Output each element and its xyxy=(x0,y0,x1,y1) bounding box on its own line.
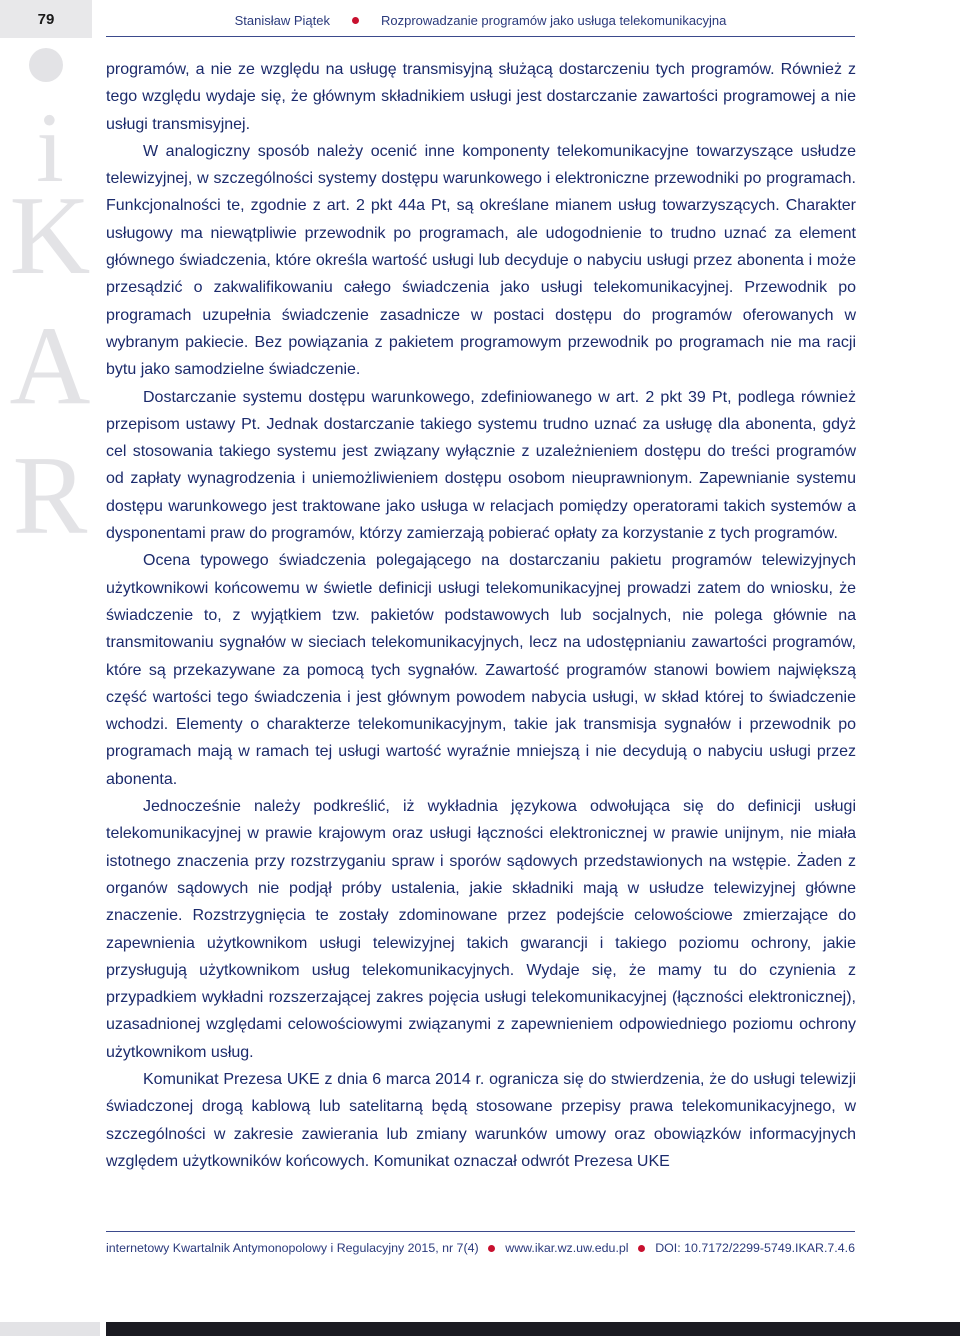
body-text xyxy=(106,56,856,1175)
footer-url[interactable]: www.ikar.wz.uw.edu.pl xyxy=(505,1241,629,1255)
header-author: Stanisław Piątek xyxy=(234,12,330,28)
header-separator-dot xyxy=(352,17,359,24)
header-rule xyxy=(106,36,855,37)
running-footer xyxy=(106,1239,855,1257)
page-number-badge xyxy=(0,0,92,38)
logo-dot xyxy=(29,48,63,82)
logo-letter-r: R xyxy=(12,434,88,558)
logo-letter-k: K xyxy=(9,174,91,298)
paragraph: Jednocześnie należy podkreślić, iż wykładnia językowa odwołująca się do definicji usługi telekomunikacyjnej w prawie krajowym oraz usługi łączności elektronicznej w prawie unijnym, nie miała istotnego znaczenia przy rozstrzyganiu spraw i sporów sądowych przedstawionych na wstępie. Żaden z organów sądowych nie podjął próby ustalenia, jakie składniki mają w usłudze telewizyjnej główne znaczenie. Rozstrzygnięcia te zostały zdominowane przez podejście celowościowe zmierzające do zapewnienia użytkownikom usługi telewizyjnej takich gwarancji i takiego poziomu ochrony, jakie przysługują użytkownikom usług telekomunikacyjnych. Wydaje się, że mamy tu do czynienia z przypadkiem wykładni rozszerzającej zakres pojęcia usługi telekomunikacyjnej (łączności elektronicznej), uzasadnionej względami celowościowymi związanymi z zapewnieniem odpowiedniego poziomu ochrony użytkownikom usług. xyxy=(106,798,856,1061)
bottom-bar-left xyxy=(0,1322,100,1336)
footer-separator-dot xyxy=(638,1245,645,1252)
footer-doi[interactable]: DOI: 10.7172/2299-5749.IKAR.7.4.6 xyxy=(655,1241,855,1255)
logo-letter-a: A xyxy=(9,304,91,428)
paragraph: Komunikat Prezesa UKE z dnia 6 marca 2014 r. ogranicza się do stwierdzenia, że do usługi telewizji świadczonej drogą kablową lub satelitarną będą stosowane przepisy prawa telekomunikacyjnego, w szczególności w zakresie zawierania lub zmiany warunków umowy oraz obowiązków informacyjnych względem użytkowników końcowych. Komunikat oznaczał odwrót Prezesa UKE xyxy=(106,1070,856,1170)
paragraph: programów, a nie ze względu na usługę transmisyjną służącą dostarczeniu tych programów. Również z tego względu wydaje się, że głównym składnikiem usługi jest dostarczanie zawartości programowej a nie usługi transmisyjnej. xyxy=(106,61,856,133)
bottom-bar xyxy=(106,1322,960,1336)
ikar-side-logo xyxy=(0,40,100,558)
logo-letter-i: i xyxy=(36,92,64,203)
paragraph: Ocena typowego świadczenia polegającego na dostarczaniu pakietu programów telewizyjnych użytkownikowi końcowemu w świetle definicji usługi telekomunikacyjnej prowadzi zatem do wniosku, że świadczenie to, z wyjątkiem tzw. pakietów podstawowych lub socjalnych, nie polega głównie na transmitowaniu sygnałów w sieciach telekomunikacyjnych, lecz na udostępnianiu zawartości programów, które są przekazywane za pomocą tych sygnałów. Zawartość programów stanowi bowiem największą część wartości tego świadczenia i jest głównym powodem nabycia usługi, w skład której to świadczenie wchodzi. Elementy o charakterze telekomunikacyjnym, takie jak transmisja sygnałów i przewodnik po programach mają w ramach tej usługi wartość wyraźnie mniejszą i nie decydują o nabyciu usługi przez abonenta. xyxy=(106,552,856,788)
header-title: Rozprowadzanie programów jako usługa telekomunikacyjna xyxy=(380,12,727,28)
paragraph: Dostarczanie systemu dostępu warunkowego, zdefiniowanego w art. 2 pkt 39 Pt, podlega również przepisom ustawy Pt. Jednak dostarczanie takiego systemu trudno uznać za usługę dla abonenta, gdyż cel stosowania takiego systemu jest związany wyłącznie z uzależnieniem dostępu do treści programów od zapłaty wynagrodzenia i uniemożliwieniem dostępu osobom nieuprawnionym. Zapewnianie systemu dostępu warunkowego jest traktowane jako usługa w relacjach pomiędzy operatorami takich systemów a dysponentami praw do programów, którzy zamierzają pobierać opłaty za korzystanie z tych programów. xyxy=(106,388,856,543)
footer-separator-dot xyxy=(488,1245,495,1252)
running-header xyxy=(106,9,855,31)
footer-rule xyxy=(106,1231,855,1232)
paragraph: W analogiczny sposób należy ocenić inne komponenty telekomunikacyjne towarzyszące usłudze telewizyjnej, w szczególności systemy dostępu warunkowego i elektroniczne przewodniki po programach. Funkcjonalności te, zgodnie z art. 2 pkt 44a Pt, są określane mianem usług towarzyszących. Charakter usługowy ma niewątpliwie przewodnik po programach, ale udogodnienie to trudno uznać za element głównego świadczenia, które określa wartość usługi lub decyduje o nabyciu usługi przez abonenta i może przesądzić o zakwalifikowaniu całego świadczenia jako usługi telekomunikacyjnej. Przewodnik po programach uzupełnia świadczenie zasadnicze w postaci dostępu do programów oferowanych w wybranym pakiecie. Bez powiązania z pakietem programowym przewodnik po programach nie ma racji bytu jako samodzielne świadczenie. xyxy=(106,142,856,379)
page-number: 79 xyxy=(37,10,55,28)
footer-journal: internetowy Kwartalnik Antymonopolowy i Regulacyjny 2015, nr 7(4) xyxy=(106,1241,479,1255)
